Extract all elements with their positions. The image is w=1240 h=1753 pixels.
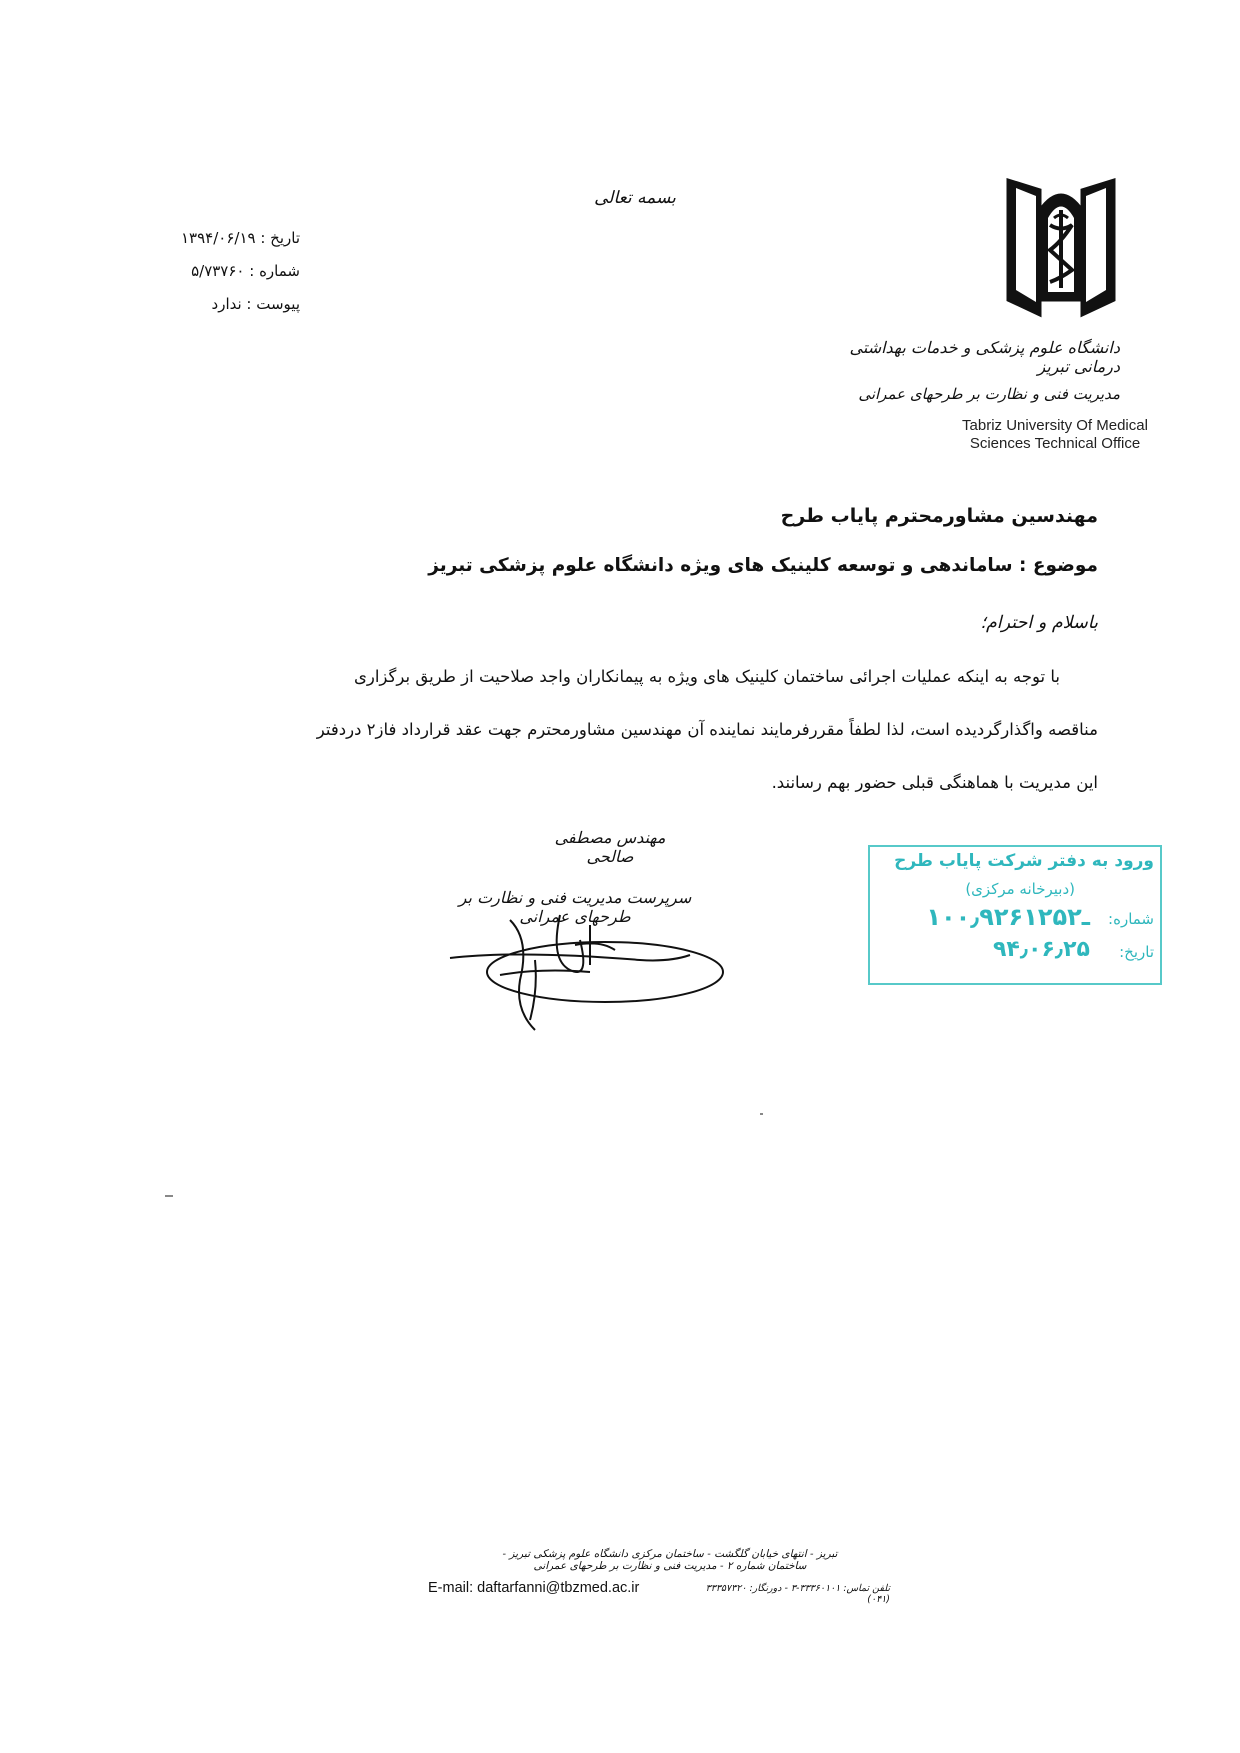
body-line-3: این مدیریت با هماهنگی قبلی حضور بهم رسانند. [771,773,1098,792]
handwritten-signature [440,900,730,1040]
body-line-2: مناقصه واگذارگردیده است، لذا لطفاً مقررفرمایند نماینده آن مهندسین مشاورمحترم جهت عقد قرارداد فاز۲ دردفتر [316,720,1098,739]
subject: موضوع : ساماندهی و توسعه کلینیک های ویژه دانشگاه علوم پزشکی تبریز [428,555,1098,576]
signer-name: مهندس مصطفی صالحی [554,828,666,866]
stamp-number: ۱۰۰٫۹۲ـ۶۱۲۵۲ [926,903,1090,931]
university-logo [1000,170,1122,320]
receipt-stamp [868,845,1162,985]
greeting: باسلام و احترام؛ [980,613,1098,633]
letter-number: شماره : ۵/۷۳۷۶۰ [191,262,300,280]
stamp-date-label: تاریخ: [1119,943,1154,961]
stamp-title: ورود به دفتر شرکت پایاب طرح [894,851,1154,871]
scan-speck [165,1195,173,1197]
body-line-1: با توجه به اینکه عملیات اجرائی ساختمان کلینیک های ویژه به پیمانکاران واجد صلاحیت از طریق برگزاری [353,667,1060,686]
office-name-en [930,417,1180,453]
signer-title: سرپرست مدیریت فنی و نظارت بر طرحهای عمرانی [458,888,692,926]
letter-body [228,650,1098,809]
bismillah: بسمه تعالی [594,188,676,208]
office-name-fa: مدیریت فنی و نظارت بر طرحهای عمرانی [858,385,1120,403]
letter-date: تاریخ : ۱۳۹۴/۰۶/۱۹ [181,229,300,247]
letter-attachment: پیوست : ندارد [211,295,300,313]
stamp-subtitle: (دبیرخانه مرکزی) [965,880,1075,898]
letter-meta [150,222,300,321]
recipient: مهندسین مشاورمحترم پایاب طرح [780,505,1098,527]
stamp-number-label: شماره: [1108,910,1154,928]
footer-phone: تلفن تماس: ۳۳۳۶۰۱۰۱-۳ - دورنگار: ۳۳۳۵۷۳۲۰ (۰۴۱) [705,1583,890,1605]
scan-speck [760,1113,763,1115]
stamp-date: ۹۴٫۰۶٫۲۵ [992,937,1090,962]
office-name-en-line2: Sciences Technical Office [969,435,1141,452]
footer-address: تبریز - انتهای خیابان گلگشت - ساختمان مرکزی دانشگاه علوم پزشکی تبریز - ساختمان شماره ۲ - مدیریت فنی و نظارت بر طرحهای عمرانی [502,1548,838,1572]
footer-email: E-mail: daftarfanni@tbzmed.ac.ir [428,1580,640,1596]
office-name-en-line1: Tabriz University Of Medical [962,417,1148,434]
university-name-script: دانشگاه علوم پزشکی و خدمات بهداشتی درمانی تبریز [849,338,1120,376]
